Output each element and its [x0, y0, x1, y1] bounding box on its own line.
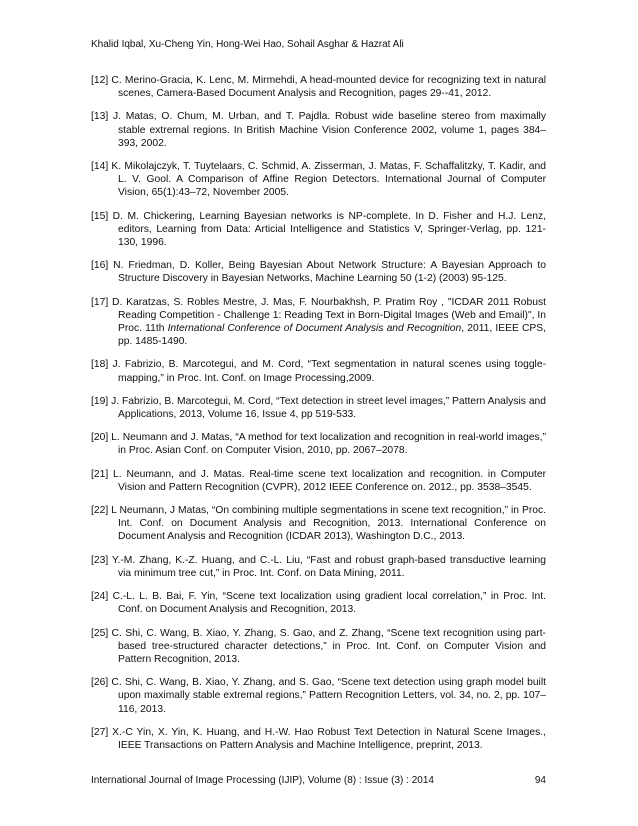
page-number: 94 [534, 775, 546, 786]
reference-text: [19] J. Fabrizio, B. Marcotegui, M. Cord, “Text detection in street level images,” Pattern Analysis and Applications, 2013, Volume 16, Issue 4, pp 519-533. [91, 395, 546, 421]
reference-venue-italic: International Conference of Document Analysis and Recognition [167, 323, 462, 335]
reference-text: [20] L. Neumann and J. Matas, “A method for text localization and recognition in real-world images,” in Proc. Asian Conf. on Computer Vision, 2010, pp. 2067–2078. [91, 432, 546, 457]
reference-text: [23] Y.-M. Zhang, K.-Z. Huang, and C.-L. Liu, “Fast and robust graph-based transductive learning via minimum tree cut,” in Proc. Int. Conf. on Data Mining, 2011. [91, 554, 546, 579]
running-header-authors: Khalid Iqbal, Xu-Cheng Yin, Hong-Wei Hao, Sohail Asghar & Hazrat Ali [91, 39, 404, 50]
reference-text: [21] L. Neumann, and J. Matas. Real-time scene text localization and recognition. in Computer Vision and Pattern Recognition (CVPR), 2012 IEEE Conference on. 2012., pp. 3538–3545. [91, 468, 546, 493]
reference-16 [91, 259, 546, 285]
reference-15 [91, 210, 546, 250]
reference-19 [91, 395, 546, 421]
reference-17 [91, 296, 546, 349]
reference-text: [27] X.-C Yin, X. Yin, K. Huang, and H.-W. Hao Robust Text Detection in Natural Scene Images., IEEE Transactions on Pattern Analysis and Machine Intelligence, preprint, 2013. [91, 726, 546, 751]
reference-text: [15] D. M. Chickering, Learning Bayesian networks is NP-complete. In D. Fisher and H.J. Lenz, editors, Learning from Data: Articial Intelligence and Statistics V, Springer-Verlag, pp. 121-130, 1996. [91, 210, 546, 249]
reference-text: [26] C. Shi, C. Wang, B. Xiao, Y. Zhang, and S. Gao, “Scene text detection using graph model built upon maximally stable extremal regions,” Pattern Recognition Letters, vol. 34, no. 2, pp. 107–116, 2013. [91, 677, 546, 715]
reference-text: [25] C. Shi, C. Wang, B. Xiao, Y. Zhang, S. Gao, and Z. Zhang, “Scene text recognition using part-based tree-structured character detections,” in Proc. Int. Conf. on Computer Vision and Pattern Recognition, 2013. [91, 627, 546, 665]
reference-text: [16] N. Friedman, D. Koller, Being Bayesian About Network Structure: A Bayesian Approach to Structure Discovery in Bayesian Networks, Machine Learning 50 (1-2) (2003) 95-125. [91, 260, 546, 285]
reference-text: [13] J. Matas, O. Chum, M. Urban, and T. Pajdla. Robust wide baseline stereo from maximally stable extremal regions. In British Machine Vision Conference 2002, volume 1, pages 384–393, 2002. [91, 111, 546, 149]
reference-18 [91, 358, 546, 384]
reference-text: [18] J. Fabrizio, B. Marcotegui, and M. Cord, “Text segmentation in natural scenes using toggle-mapping,” in Proc. Int. Conf. on Image Processing,2009. [91, 359, 546, 384]
reference-text: [17] D. Karatzas, S. Robles Mestre, J. Mas, F. Nourbakhsh, P. Pratim Roy , "ICDAR 2011 Robust Reading Competition - Challenge 1: Reading Text in Born-Digital Images (Web and Email)", In Proc. 11th [91, 296, 546, 335]
reference-27 [91, 726, 546, 752]
reference-text: [14] K. Mikolajczyk, T. Tuytelaars, C. Schmid, A. Zisserman, J. Matas, F. Schaffalitzky, T. Kadir, and L. V. Gool. A Comparison of Affine Region Detectors. International Journal of Computer Vision, 65(1):43–72, November 2005. [91, 161, 546, 199]
reference-14 [91, 160, 546, 200]
reference-text: [12] C. Merino-Gracia, K. Lenc, M. Mirmehdi, A head-mounted device for recognizing text in natural scenes, Camera-Based Document Analysis and Recognition, pages 29--41, 2012. [91, 75, 546, 100]
page-footer [91, 775, 546, 787]
reference-text-tail: , 2011, IEEE CPS, pp. 1485-1490. [118, 323, 547, 348]
reference-20 [91, 431, 546, 457]
reference-26 [91, 676, 546, 716]
reference-22 [91, 504, 546, 544]
reference-25 [91, 627, 546, 667]
footer-journal: International Journal of Image Processing (IJIP), Volume (8) : Issue (3) : 2014 [91, 775, 434, 786]
reference-12 [91, 74, 546, 100]
reference-21 [91, 468, 546, 494]
reference-list [91, 74, 546, 762]
reference-23 [91, 554, 546, 580]
reference-text: [24] C.-L. L. B. Bai, F. Yin, “Scene text localization using gradient local correlation,” in Proc. Int. Conf. on Document Analysis and Recognition, 2013. [91, 591, 546, 616]
reference-24 [91, 590, 546, 616]
reference-13 [91, 110, 546, 150]
reference-text: [22] L Neumann, J Matas, “On combining multiple segmentations in scene text recognition,” in Proc. Int. Conf. on Document Analysis and Recognition, 2013. International Conference on Document Analysis and Recognition (ICDAR 2013), Washington D.C., 2013. [91, 505, 546, 543]
